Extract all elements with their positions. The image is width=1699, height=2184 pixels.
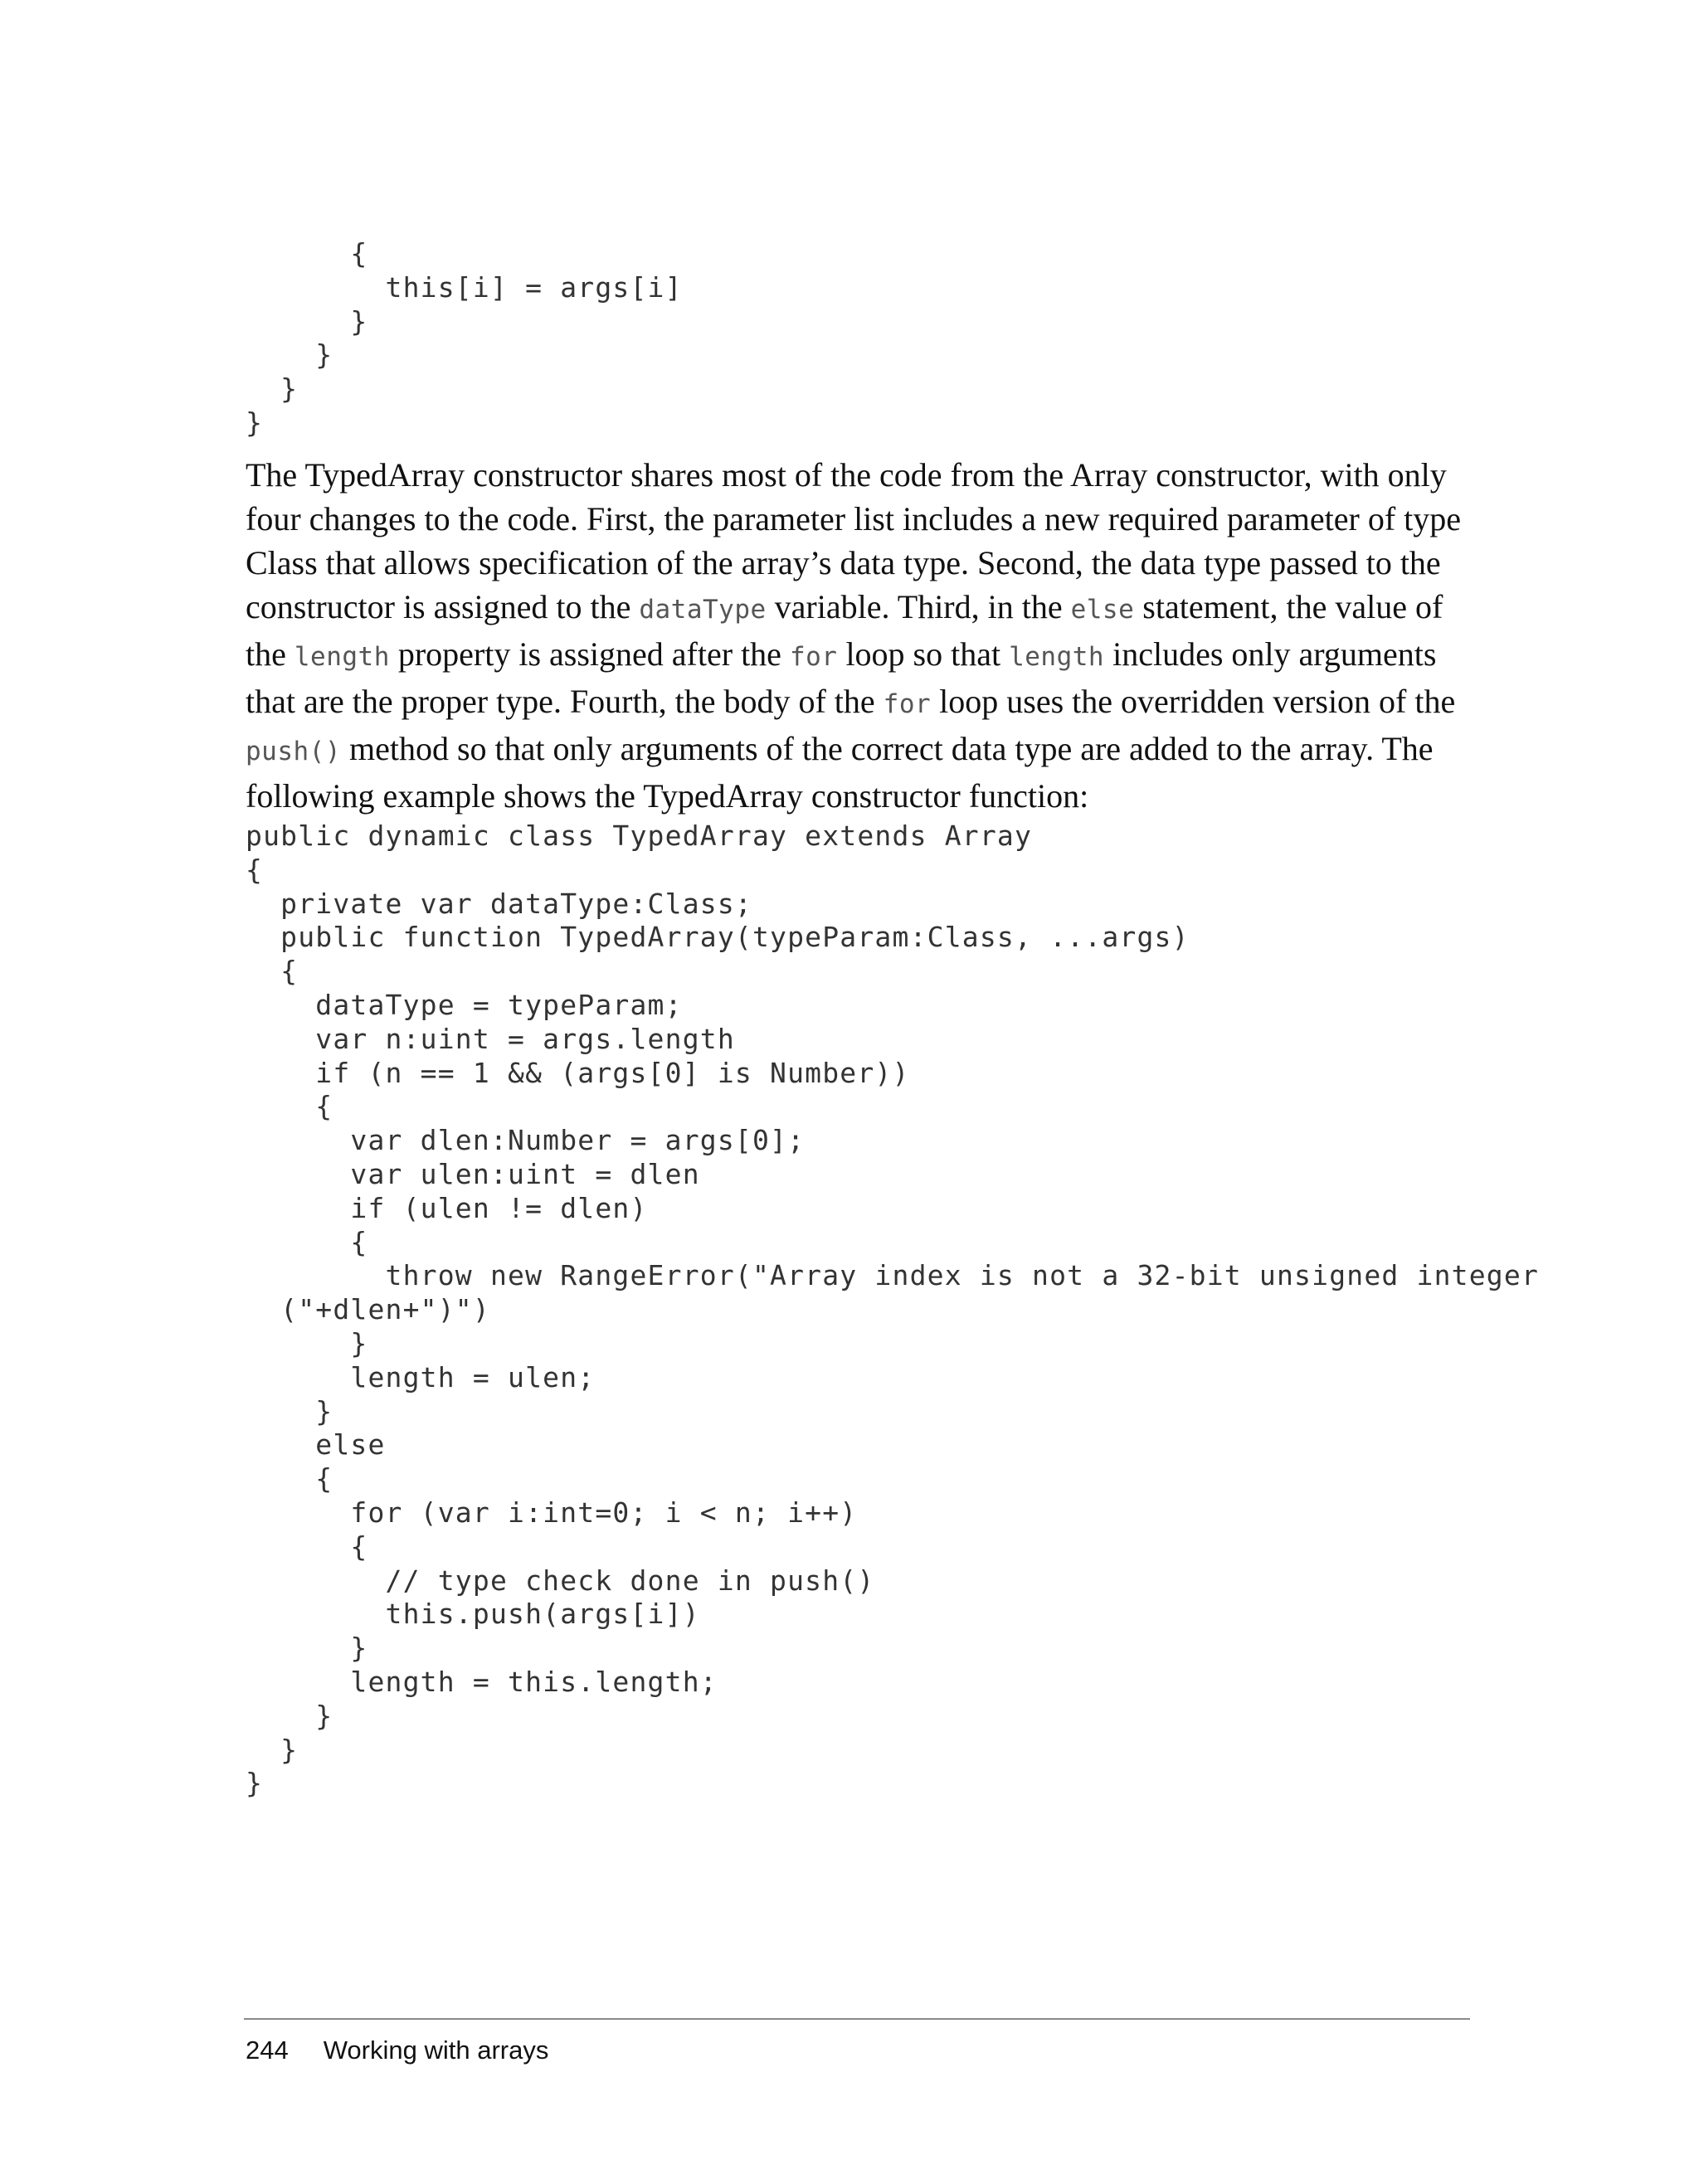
- inline-code-length: length: [294, 642, 390, 672]
- inline-code-datatype: dataType: [639, 595, 767, 625]
- inline-code-length: length: [1009, 642, 1105, 672]
- inline-code-for: for: [789, 642, 838, 672]
- section-title: Working with arrays: [323, 2036, 549, 2065]
- paragraph-text: loop uses the overridden version of the: [931, 683, 1456, 720]
- page-footer: [246, 2034, 548, 2067]
- code-block-typedarray: public dynamic class TypedArray extends Array { private var dataType:Class; public function TypedArray(typeParam:Class, ...args) { dataType = typeParam; var n:uint = args.length if (n == 1 && (args[0] is Number)) { var dlen:Number = args[0]; var ulen:uint = dlen if (ulen != dlen) { throw new RangeError("Array index is not a 32-bit unsigned integer ("+dlen+")") } length = ulen; } else { for (var i:int=0; i < n; i++) { // type check done in push() this.push(args[i]) } length = this.length; } } }: [246, 820, 1540, 1800]
- paragraph-text: variable. Third, in the: [766, 588, 1071, 625]
- body-paragraph: [246, 453, 1467, 818]
- paragraph-text: loop so that: [837, 635, 1010, 673]
- inline-code-else: else: [1070, 595, 1135, 625]
- inline-code-push: push(): [246, 737, 341, 766]
- paragraph-text: property is assigned after the: [389, 635, 790, 673]
- paragraph-text: includes only arguments that are the proper type. Fourth, the body of the: [246, 635, 1437, 720]
- footer-divider: [244, 2018, 1470, 2020]
- paragraph-text: The TypedArray constructor shares most of the code from the Array constructor, with only four changes to the code. First, the parameter list includes a new required parameter of type Class that allows specification of the array’s data type. Second, the data type passed to the constructor is assigned to the: [246, 456, 1461, 625]
- paragraph-text: statement, the value of the: [246, 588, 1443, 673]
- code-block-continuation: { this[i] = args[i] } } } }: [246, 237, 683, 439]
- paragraph-text: method so that only arguments of the correct data type are added to the array. The following example shows the TypedArray constructor function:: [246, 730, 1434, 815]
- page-number: 244: [246, 2036, 289, 2065]
- inline-code-for: for: [883, 689, 932, 719]
